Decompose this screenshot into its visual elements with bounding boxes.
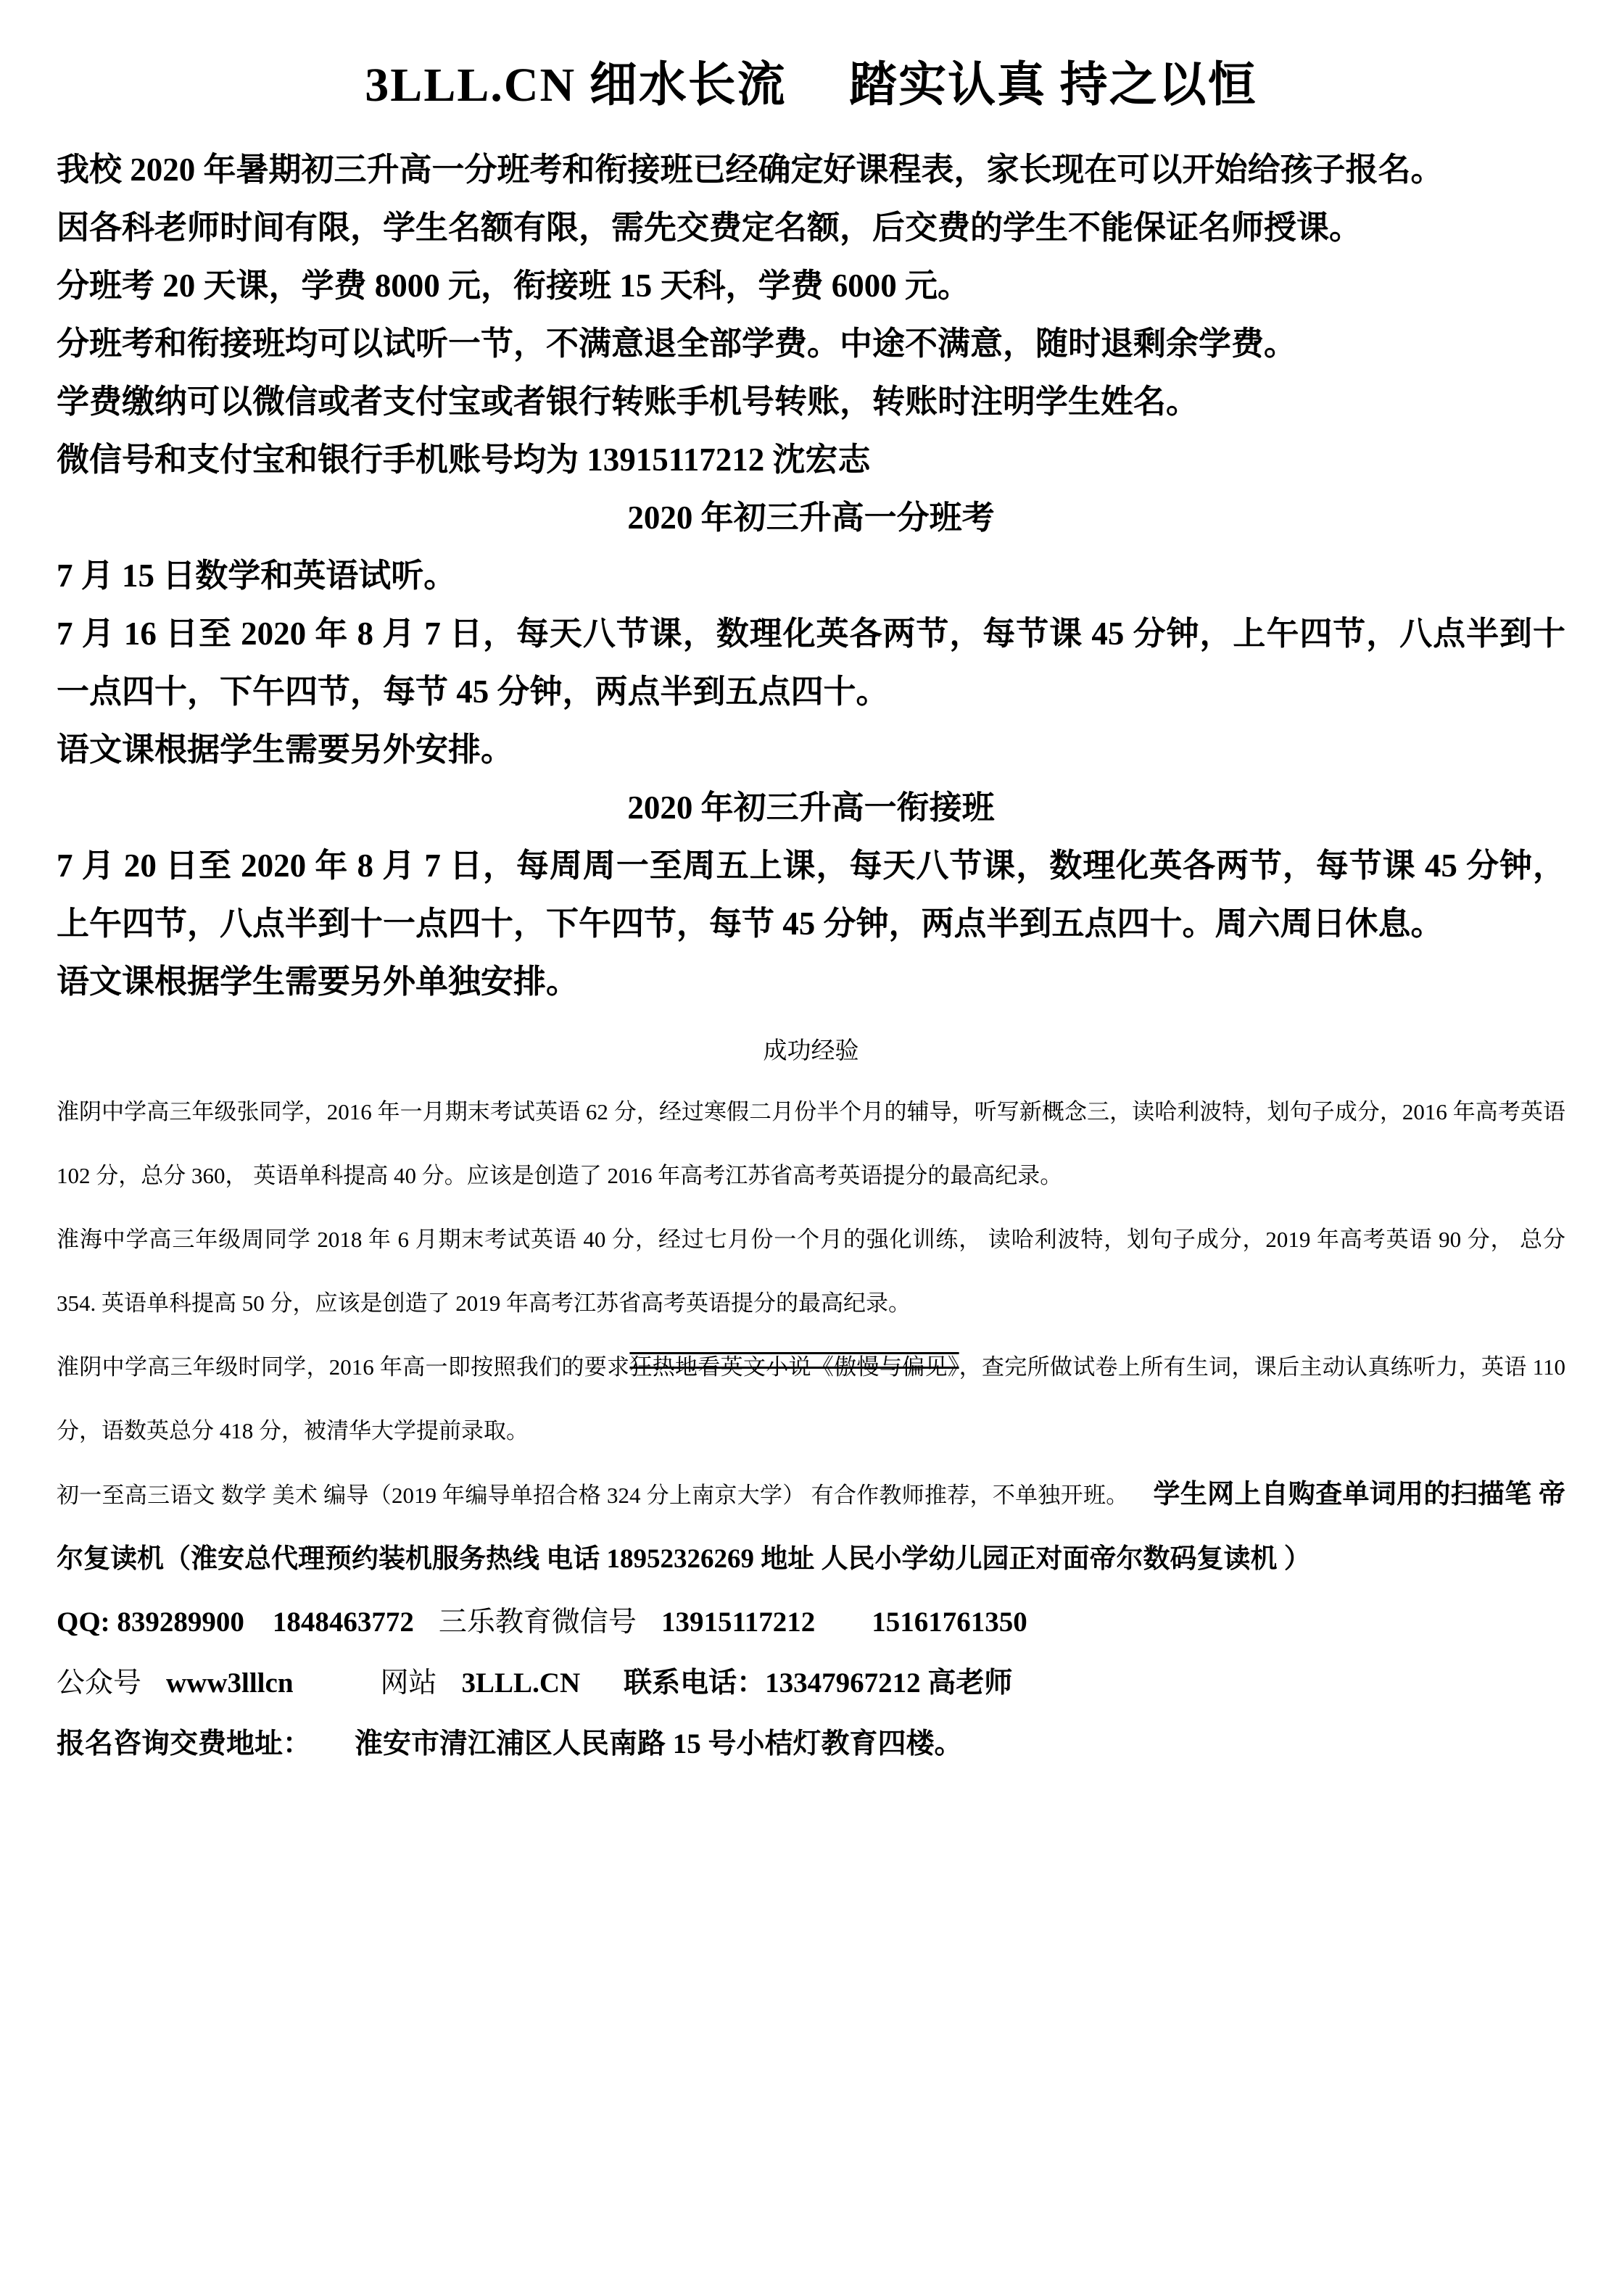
story-paragraph-zhou: 淮海中学高三年级周同学 2018 年 6 月期末考试英语 40 分，经过七月份一个月的强化训练， 读哈利波特，划句子成分，2019 年高考英语 90 分， 总分 354. 英语单科提高 50 分，应该是创造了 2019 年高考江苏省高考英语提分的最高纪录。 [57, 1227, 1565, 1316]
scanner-pen-notice: 学生网上自购查单词用的扫描笔 帝尔复读机（淮安总代理预约装机服务热线 电话 18952326269 地址 人民小学幼儿园正对面帝尔数码复读机 ） [57, 1480, 1565, 1574]
bridge-paragraph-chinese: 语文课根据学生需要另外单独安排。 [57, 963, 579, 1000]
website-value: 3LLL.CN [461, 1667, 581, 1699]
intro-paragraph-quota: 因各科老师时间有限，学生名额有限，需先交费定名额，后交费的学生不能保证名师授课。 [57, 210, 1362, 246]
story-shi-struck-phrase: 狂热地看英文小说《傲慢与偏见》 [629, 1354, 959, 1380]
contact-line-qq [57, 1592, 1565, 1653]
contact-line-web [57, 1653, 1565, 1714]
exam-paragraph-trial: 7 月 15 日数学和英语试听。 [57, 558, 457, 594]
exam-paragraph-schedule: 7 月 16 日至 2020 年 8 月 7 日，每天八节课，数理化英各两节，每节课 45 分钟，上午四节，八点半到十一点四十，下午四节，每节 45 分钟，两点半到五点四十。 [57, 616, 1565, 710]
wechat-label: 三乐教育微信号 [438, 1607, 637, 1638]
section-heading-bridge-class: 2020 年初三升高一衔接班 [627, 789, 995, 826]
story-shi-text-after: ，查完所做试卷上所有生词，课后主动认真练听力，英语 110 分，语数英总分 418 分，被清华大学提前录取。 [57, 1354, 1565, 1443]
intro-paragraph-tuition: 分班考 20 天课，学费 8000 元，衔接班 15 天科，学费 6000 元。 [57, 268, 971, 304]
wechat-numbers: 13915117212 15161761350 [661, 1607, 1027, 1638]
intro-paragraph-refund: 分班考和衔接班均可以试听一节，不满意退全部学费。中途不满意，随时退剩余学费。 [57, 326, 1297, 362]
website-label: 网站 [380, 1667, 437, 1699]
courses-list-text: 初一至高三语文 数学 美术 编导（2019 年编导单招合格 324 分上南京大学） 有合作教师推荐，不单独开班。 [57, 1483, 1129, 1508]
intro-paragraph-signup: 我校 2020 年暑期初三升高一分班考和衔接班已经确定好课程表，家长现在可以开始给孩子报名。 [57, 152, 1444, 188]
exam-paragraph-chinese: 语文课根据学生需要另外安排。 [57, 732, 514, 768]
section-heading-success-stories: 成功经验 [763, 1038, 859, 1064]
official-account-value: www3lllcn [166, 1667, 294, 1699]
story-shi-text-before: 淮阴中学高三年级时同学，2016 年高一即按照我们的要求 [57, 1354, 630, 1380]
phone-contact: 联系电话：13347967212 高老师 [624, 1667, 1013, 1699]
bridge-paragraph-schedule: 7 月 20 日至 2020 年 8 月 7 日，每周周一至周五上课，每天八节课，数理化英各两节，每节课 45 分钟，上午四节，八点半到十一点四十，下午四节，每节 45 分钟，两点半到五点四十。周六周日休息。 [57, 847, 1565, 942]
section-heading-placement-exam: 2020 年初三升高一分班考 [627, 500, 995, 536]
story-paragraph-zhang: 淮阴中学高三年级张同学，2016 年一月期末考试英语 62 分，经过寒假二月份半个月的辅导，听写新概念三，读哈利波特，划句子成分，2016 年高考英语 102 分，总分 360， 英语单科提高 40 分。应该是创造了 2016 年高考江苏省高考英语提分的最高纪录。 [57, 1099, 1565, 1188]
intro-paragraph-account: 微信号和支付宝和银行手机账号均为 13915117212 沈宏志 [57, 442, 871, 478]
courses-paragraph [57, 1463, 1565, 1592]
contact-line-address [57, 1714, 1565, 1775]
story-paragraph-shi [57, 1335, 1565, 1463]
intro-paragraph-payment: 学费缴纳可以微信或者支付宝或者银行转账手机号转账，转账时注明学生姓名。 [57, 384, 1199, 420]
address-label: 报名咨询交费地址： [57, 1728, 312, 1760]
official-account-label: 公众号 [57, 1667, 142, 1699]
document-title: 3LLL.CN 细水长流 踏实认真 持之以恒 [365, 59, 1257, 112]
address-value: 淮安市清江浦区人民南路 15 号小桔灯教育四楼。 [355, 1728, 963, 1760]
qq-numbers: QQ: 839289900 1848463772 [57, 1607, 414, 1638]
